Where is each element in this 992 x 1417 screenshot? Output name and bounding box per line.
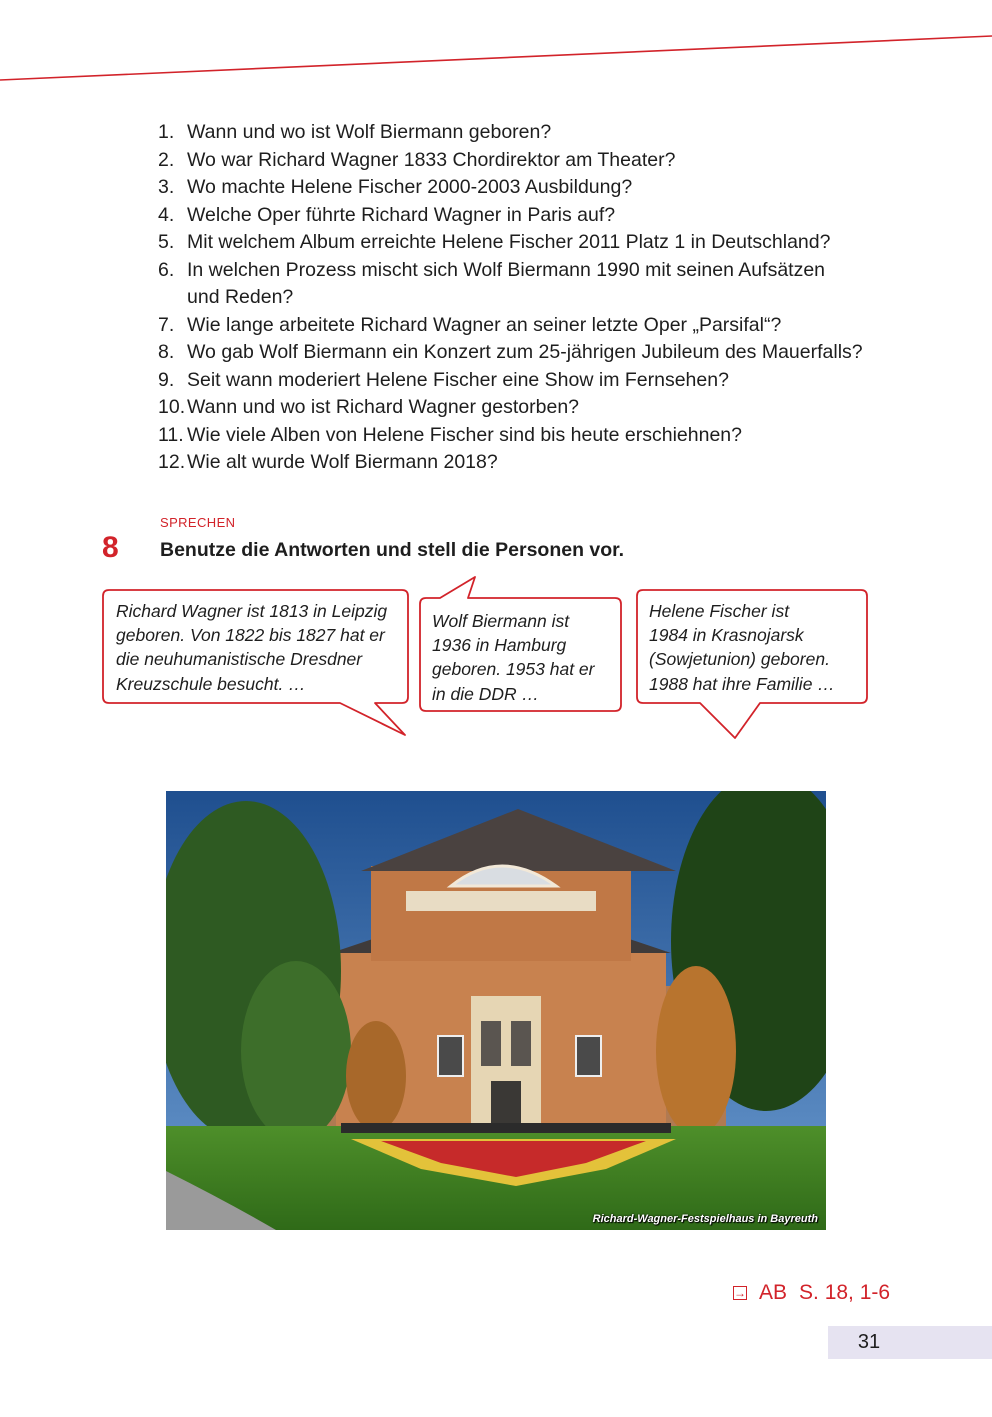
festspielhaus-illustration xyxy=(166,791,826,1230)
question-item: 5. Mit welchem Album erreichte Helene Fischer 2011 Platz 1 in Deutschland? xyxy=(158,231,831,253)
workbook-label: AB xyxy=(759,1281,788,1304)
question-item: 12. Wie alt wurde Wolf Biermann 2018? xyxy=(158,451,498,473)
question-item: 8. Wo gab Wolf Biermann ein Konzert zum 25-jährigen Jubileum des Mauerfalls? xyxy=(158,341,863,363)
question-item: 3. Wo machte Helene Fischer 2000-2003 Ausbildung? xyxy=(158,176,633,198)
question-item: 1. Wann und wo ist Wolf Biermann geboren? xyxy=(158,121,552,143)
question-item: 4. Welche Oper führte Richard Wagner in Paris auf? xyxy=(158,203,616,226)
photo-caption: Richard-Wagner-Festspielhaus in Bayreuth xyxy=(592,1213,818,1225)
task-number: 8 xyxy=(102,531,119,564)
bubble-text-wagner: Richard Wagner ist 1813 in Leipzig geboren. Von 1822 bis 1827 hat er die neuhumanistische Dresdner Kreuzschule besucht. … xyxy=(116,601,388,694)
question-item: 9. Seit wann moderiert Helene Fischer eine Show im Fernsehen? xyxy=(158,368,729,391)
arrow-right-box-icon: → xyxy=(734,1286,746,1300)
workbook-pages: S. 18, 1-6 xyxy=(799,1281,891,1304)
bubble-text-fischer: Helene Fischer ist 1984 in Krasnojarsk (Sowjetunion) geboren. 1988 hat ihre Familie … xyxy=(649,601,835,694)
question-item: 7. Wie lange arbeitete Richard Wagner an seiner letzte Oper „Parsifal“? xyxy=(158,313,782,336)
question-item: 2. Wo war Richard Wagner 1833 Chordirektor am Theater? xyxy=(158,148,676,171)
page-number-box xyxy=(828,1326,992,1359)
workbook-reference[interactable] xyxy=(733,1281,890,1305)
section-label: SPRECHEN xyxy=(160,515,236,530)
question-item: 11. Wie viele Alben von Helene Fischer sind bis heute erschiehnen? xyxy=(158,423,742,446)
task-instruction: Benutze die Antworten und stell die Personen vor. xyxy=(160,539,625,561)
festspielhaus-photo xyxy=(166,791,826,1230)
question-item: 10. Wann und wo ist Richard Wagner gestorben? xyxy=(158,396,580,418)
bubble-text-biermann: Wolf Biermann ist 1936 in Hamburg geboren. 1953 hat er in die DDR … xyxy=(432,611,595,704)
question-item: 6. In welchen Prozess mischt sich Wolf Biermann 1990 mit seinen Aufsätzen und Reden? xyxy=(158,258,826,308)
page-number: 31 xyxy=(857,1331,881,1353)
